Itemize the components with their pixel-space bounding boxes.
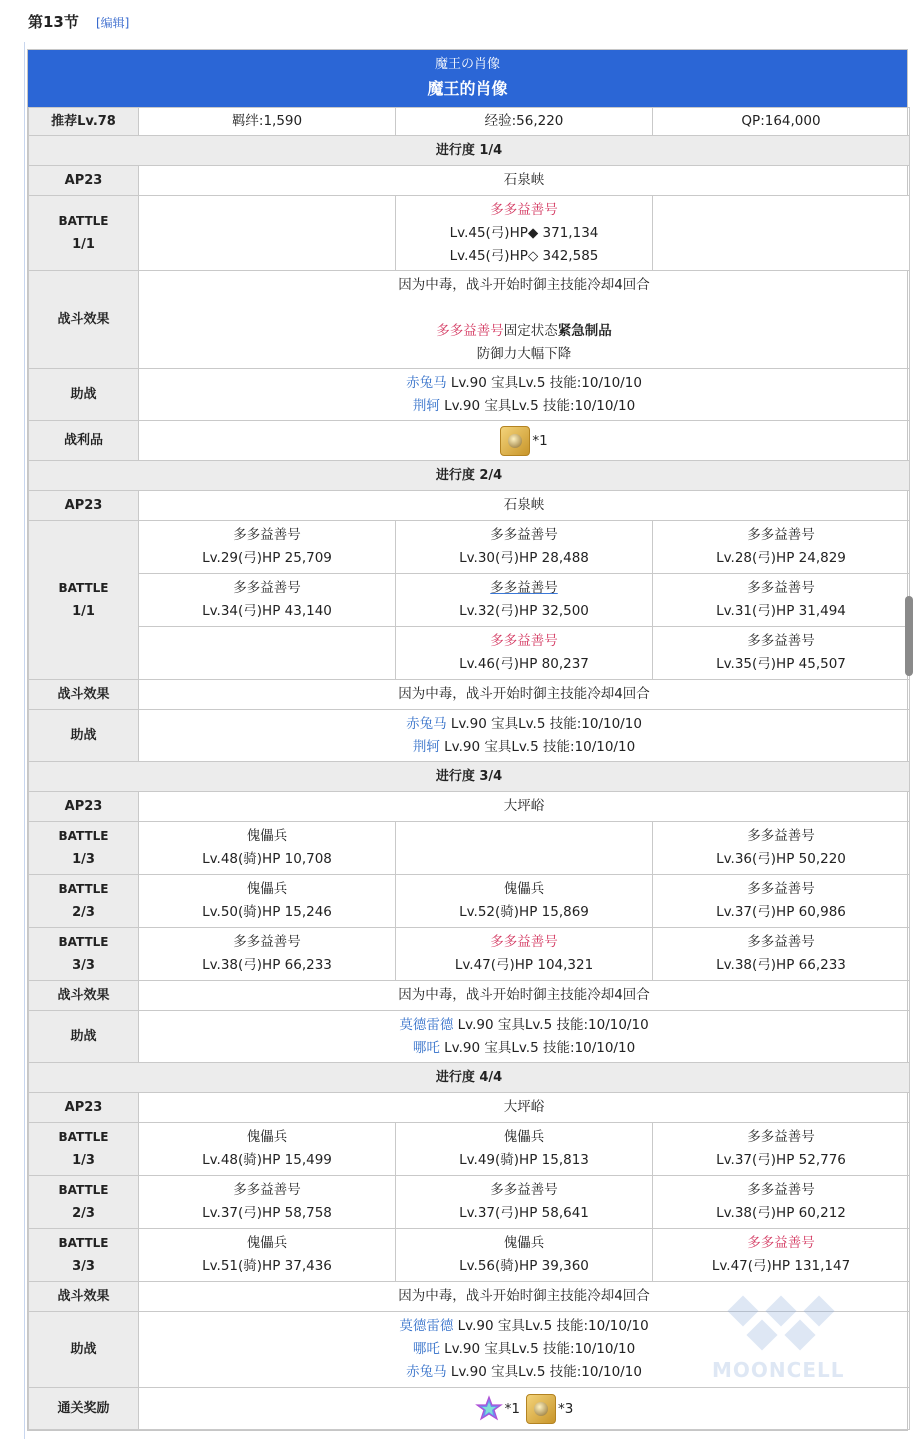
enemy-slot xyxy=(396,196,653,271)
support-servant-detail: Lv.90 宝具Lv.5 技能:10/10/10 xyxy=(446,374,642,391)
location-text: 石泉峡 xyxy=(503,172,545,188)
drop-count: *1 xyxy=(532,432,548,449)
effect-line-1: 因为中毒，战斗开始时御主技能冷却4回合 xyxy=(398,987,650,1003)
support-servant xyxy=(143,372,905,395)
battle-wave: 3/3 xyxy=(72,958,95,973)
effect-spacer xyxy=(143,297,905,320)
enemy-slot xyxy=(653,928,910,981)
enemy-name[interactable]: 多多益善号 xyxy=(747,934,815,950)
battle-wave: 2/3 xyxy=(72,1206,95,1221)
quest-header xyxy=(28,50,907,107)
enemy-stat: Lv.47(弓)HP 131,147 xyxy=(711,1258,851,1274)
support-servant-detail: Lv.90 宝具Lv.5 技能:10/10/10 xyxy=(446,1364,642,1380)
effect-bold: 紧急制品 xyxy=(557,322,612,339)
enemy-slot xyxy=(396,627,653,680)
battle-label xyxy=(29,1176,139,1229)
support-label-text: 助战 xyxy=(70,1342,97,1357)
enemy-name[interactable]: 傀儡兵 xyxy=(503,881,545,897)
battle-effect-label xyxy=(29,981,139,1011)
battle-effect-label-text: 战斗效果 xyxy=(57,1289,110,1304)
battle-effect xyxy=(139,680,910,710)
clear-reward-list xyxy=(139,1388,910,1430)
enemy-name[interactable]: 多多益善号 xyxy=(490,527,558,543)
enemy-slot xyxy=(653,521,910,574)
location xyxy=(139,1093,910,1123)
ap-cost-text: AP23 xyxy=(64,799,103,814)
enemy-name[interactable]: 傀儡兵 xyxy=(246,881,288,897)
clear-reward-label xyxy=(29,1388,139,1430)
progress-title xyxy=(29,461,910,491)
section-title: 第13节 xyxy=(28,13,79,31)
battle-effect-label xyxy=(29,680,139,710)
enemy-slot-empty xyxy=(139,627,396,680)
drops-label xyxy=(29,421,139,461)
enemy-slot xyxy=(396,521,653,574)
battle-word: BATTLE xyxy=(58,882,109,896)
enemy-slot xyxy=(139,1176,396,1229)
enemy-stat: Lv.45(弓)HP◆ 371,134 xyxy=(449,224,599,241)
enemy-name[interactable]: 多多益善号 xyxy=(747,1182,815,1198)
enemy-name[interactable]: 多多益善号 xyxy=(233,580,301,596)
location-text: 石泉峡 xyxy=(503,497,545,513)
ap-cost xyxy=(29,792,139,822)
quest-card xyxy=(27,49,908,1431)
recommend-level xyxy=(29,108,139,136)
enemy-name[interactable]: 多多益善号 xyxy=(747,527,815,543)
enemy-slot xyxy=(396,875,653,928)
quest-name-jp: 魔王の肖像 xyxy=(434,57,500,72)
battle-wave: 1/3 xyxy=(72,852,95,867)
enemy-slot xyxy=(396,928,653,981)
battle-label xyxy=(29,1123,139,1176)
enemy-stat: Lv.47(弓)HP 104,321 xyxy=(454,957,594,973)
enemy-stat: Lv.31(弓)HP 31,494 xyxy=(716,603,846,619)
support-list xyxy=(139,1011,910,1063)
progress-title-text: 进行度 4/4 xyxy=(435,1070,503,1085)
enemy-stat: Lv.38(弓)HP 66,233 xyxy=(202,957,332,973)
recommend-level-text: 推荐Lv.78 xyxy=(51,114,116,129)
enemy-slot xyxy=(653,822,910,875)
page-left-border xyxy=(24,42,25,1439)
progress-title xyxy=(29,1063,910,1093)
edit-link[interactable]: 编辑 xyxy=(100,16,125,30)
enemy-stat: Lv.37(弓)HP 58,758 xyxy=(202,1205,332,1221)
ap-cost-text: AP23 xyxy=(64,498,103,513)
battle-word: BATTLE xyxy=(58,1236,109,1250)
enemy-name[interactable]: 多多益善号 xyxy=(490,1182,558,1198)
scrollbar-thumb[interactable] xyxy=(905,596,913,676)
battle-wave: 2/3 xyxy=(72,905,95,920)
battle-word: BATTLE xyxy=(58,1183,109,1197)
battle-wave: 1/3 xyxy=(72,1153,95,1168)
support-servant-name[interactable]: 哪吒 xyxy=(412,1039,440,1056)
enemy-stat: Lv.32(弓)HP 32,500 xyxy=(459,603,589,619)
battle-label xyxy=(29,822,139,875)
enemy-stat: Lv.51(骑)HP 37,436 xyxy=(202,1258,332,1274)
ap-cost-text: AP23 xyxy=(64,1100,103,1115)
enemy-slot xyxy=(139,822,396,875)
battle-wave: 1/1 xyxy=(72,237,95,252)
support-list xyxy=(139,710,910,762)
battle-word: BATTLE xyxy=(58,1130,109,1144)
battle-effect-label xyxy=(29,271,139,369)
qp-value xyxy=(653,108,910,136)
effect-mid: 固定状态 xyxy=(503,322,558,339)
reward-count-2: *3 xyxy=(558,1400,574,1417)
battle-label xyxy=(29,928,139,981)
enemy-name[interactable]: 多多益善号 xyxy=(747,580,815,596)
enemy-name[interactable]: 傀儡兵 xyxy=(503,1129,545,1145)
support-servant-name[interactable]: 莫德雷德 xyxy=(399,1016,454,1033)
progress-title-text: 进行度 2/4 xyxy=(435,468,503,483)
enemy-stat: Lv.46(弓)HP 80,237 xyxy=(459,656,589,672)
enemy-name[interactable]: 多多益善号 xyxy=(747,1129,815,1145)
battle-label xyxy=(29,1229,139,1282)
battle-effect xyxy=(139,1282,910,1312)
support-list xyxy=(139,369,910,421)
battle-word: BATTLE xyxy=(58,935,109,949)
enemy-name[interactable]: 傀儡兵 xyxy=(246,1235,288,1251)
enemy-stat: Lv.48(骑)HP 10,708 xyxy=(202,851,332,867)
enemy-name[interactable]: 傀儡兵 xyxy=(246,1129,288,1145)
enemy-stat: Lv.38(弓)HP 60,212 xyxy=(716,1205,846,1221)
battle-label xyxy=(29,196,139,271)
battle-effect-label-text: 战斗效果 xyxy=(57,312,110,327)
enemy-name[interactable]: 傀儡兵 xyxy=(246,828,288,844)
battle-word: BATTLE xyxy=(58,214,109,228)
enemy-slot xyxy=(396,574,653,627)
enemy-stat-alt: Lv.45(弓)HP◇ 342,585 xyxy=(449,247,599,264)
exp-value xyxy=(396,108,653,136)
enemy-name[interactable]: 多多益善号 xyxy=(490,580,558,596)
enemy-stat: Lv.34(弓)HP 43,140 xyxy=(202,603,332,619)
enemy-stat: Lv.56(骑)HP 39,360 xyxy=(459,1258,589,1274)
battle-effect-label xyxy=(29,1282,139,1312)
enemy-stat: Lv.38(弓)HP 66,233 xyxy=(716,957,846,973)
enemy-slot xyxy=(139,1123,396,1176)
support-servant-detail: Lv.90 宝具Lv.5 技能:10/10/10 xyxy=(453,1016,649,1033)
ap-cost xyxy=(29,491,139,521)
enemy-stat: Lv.30(弓)HP 28,488 xyxy=(459,550,589,566)
support-servant-detail: Lv.90 宝具Lv.5 技能:10/10/10 xyxy=(439,738,636,755)
gold-orb-icon[interactable] xyxy=(526,1394,556,1424)
enemy-slot xyxy=(396,1176,653,1229)
effect-line-1: 因为中毒，战斗开始时御主技能冷却4回合 xyxy=(398,1288,650,1304)
enemy-stat: Lv.29(弓)HP 25,709 xyxy=(202,550,332,566)
progress-title-text: 进行度 1/4 xyxy=(435,143,503,158)
support-servant xyxy=(143,736,905,759)
location xyxy=(139,491,910,521)
enemy-stat: Lv.28(弓)HP 24,829 xyxy=(716,550,846,566)
enemy-stat: Lv.36(弓)HP 50,220 xyxy=(716,851,846,867)
support-servant xyxy=(143,1315,905,1338)
reward-count-1: *1 xyxy=(504,1400,520,1417)
support-label-text: 助战 xyxy=(70,728,97,743)
enemy-name[interactable]: 多多益善号 xyxy=(747,1235,815,1251)
ap-cost-text: AP23 xyxy=(64,173,103,188)
enemy-name[interactable]: 多多益善号 xyxy=(490,633,558,649)
battle-label xyxy=(29,521,139,680)
battle-wave: 1/1 xyxy=(72,604,95,619)
enemy-slot xyxy=(139,574,396,627)
bond-value xyxy=(139,108,396,136)
enemy-name[interactable]: 多多益善号 xyxy=(233,1182,301,1198)
battle-word: BATTLE xyxy=(58,581,109,595)
support-label-text: 助战 xyxy=(70,1029,97,1044)
gold-orb-icon[interactable] xyxy=(500,426,530,456)
battle-effect-label-text: 战斗效果 xyxy=(57,687,110,702)
support-servant xyxy=(143,1361,905,1384)
enemy-slot xyxy=(653,627,910,680)
support-servant xyxy=(143,1037,905,1060)
support-servant-detail: Lv.90 宝具Lv.5 技能:10/10/10 xyxy=(439,1039,636,1056)
support-servant xyxy=(143,1338,905,1361)
enemy-name[interactable]: 多多益善号 xyxy=(490,934,558,950)
enemy-name[interactable]: 多多益善号 xyxy=(747,633,815,649)
enemy-slot xyxy=(396,1123,653,1176)
support-servant xyxy=(143,1014,905,1037)
enemy-slot xyxy=(653,1123,910,1176)
battle-effect xyxy=(139,271,910,369)
enemy-slot xyxy=(653,1176,910,1229)
location-text: 大坪峪 xyxy=(503,798,545,814)
support-servant-detail: Lv.90 宝具Lv.5 技能:10/10/10 xyxy=(439,397,636,414)
support-servant xyxy=(143,713,905,736)
enemy-stat: Lv.50(骑)HP 15,246 xyxy=(202,904,332,920)
effect-line-1: 因为中毒，战斗开始时御主技能冷却4回合 xyxy=(398,276,650,293)
drops-list xyxy=(139,421,910,461)
support-servant-name[interactable]: 赤兔马 xyxy=(406,374,447,391)
enemy-name[interactable]: 多多益善号 xyxy=(233,527,301,543)
enemy-stat: Lv.37(弓)HP 58,641 xyxy=(459,1205,589,1221)
quest-name-cn: 魔王的肖像 xyxy=(427,79,508,98)
support-servant-name[interactable]: 荆轲 xyxy=(412,397,440,414)
effect-enemy-name[interactable]: 多多益善号 xyxy=(436,322,504,339)
enemy-stat: Lv.37(弓)HP 60,986 xyxy=(716,904,846,920)
support-servant-detail: Lv.90 宝具Lv.5 技能:10/10/10 xyxy=(439,1341,636,1357)
quest-table xyxy=(28,107,910,1430)
ap-cost xyxy=(29,166,139,196)
enemy-stat: Lv.49(骑)HP 15,813 xyxy=(459,1152,589,1168)
watermark-text: MOONCELL xyxy=(712,1358,845,1382)
support-servant-name[interactable]: 莫德雷德 xyxy=(399,1318,454,1334)
battle-effect xyxy=(139,981,910,1011)
enemy-slot xyxy=(139,875,396,928)
enemy-name[interactable]: 多多益善号 xyxy=(747,828,815,844)
support-label xyxy=(29,710,139,762)
enemy-stat: Lv.37(弓)HP 52,776 xyxy=(716,1152,846,1168)
support-servant-detail: Lv.90 宝具Lv.5 技能:10/10/10 xyxy=(446,715,642,732)
location xyxy=(139,166,910,196)
bond-text: 羁绊:1,590 xyxy=(231,113,303,129)
location-text: 大坪峪 xyxy=(503,1099,545,1115)
enemy-name[interactable]: 傀儡兵 xyxy=(503,1235,545,1251)
exp-text: 经验:56,220 xyxy=(484,113,564,129)
location xyxy=(139,792,910,822)
enemy-slot xyxy=(139,521,396,574)
enemy-slot-empty xyxy=(653,196,910,271)
enemy-stat: Lv.48(骑)HP 15,499 xyxy=(202,1152,332,1168)
enemy-slot xyxy=(139,1229,396,1282)
enemy-slot xyxy=(653,1229,910,1282)
ap-cost xyxy=(29,1093,139,1123)
enemy-slot xyxy=(653,574,910,627)
enemy-slot-empty xyxy=(139,196,396,271)
enemy-name[interactable]: 多多益善号 xyxy=(233,934,301,950)
progress-title-text: 进行度 3/4 xyxy=(435,769,503,784)
support-servant-name[interactable]: 赤兔马 xyxy=(406,1364,447,1380)
enemy-slot xyxy=(396,1229,653,1282)
saint-quartz-icon[interactable] xyxy=(475,1395,503,1423)
effect-line-3: 防御力大幅下降 xyxy=(476,345,572,362)
battle-word: BATTLE xyxy=(58,829,109,843)
support-label xyxy=(29,1011,139,1063)
support-servant-name[interactable]: 赤兔马 xyxy=(406,715,447,732)
enemy-stat: Lv.52(骑)HP 15,869 xyxy=(459,904,589,920)
effect-line-1: 因为中毒，战斗开始时御主技能冷却4回合 xyxy=(398,686,650,702)
enemy-slot xyxy=(653,875,910,928)
edit-link-wrapper: [编辑] xyxy=(95,16,130,30)
clear-reward-label-text: 通关奖励 xyxy=(57,1401,110,1416)
support-servant xyxy=(143,395,905,418)
support-servant-name[interactable]: 哪吒 xyxy=(412,1341,440,1357)
progress-title xyxy=(29,762,910,792)
battle-effect-label-text: 战斗效果 xyxy=(57,988,110,1003)
enemy-name[interactable]: 多多益善号 xyxy=(490,201,558,218)
support-label xyxy=(29,369,139,421)
progress-title xyxy=(29,136,910,166)
support-servant-name[interactable]: 荆轲 xyxy=(412,738,440,755)
support-label xyxy=(29,1312,139,1388)
enemy-slot xyxy=(139,928,396,981)
support-label-text: 助战 xyxy=(70,387,97,402)
enemy-slot-empty xyxy=(396,822,653,875)
enemy-name[interactable]: 多多益善号 xyxy=(747,881,815,897)
enemy-stat: Lv.35(弓)HP 45,507 xyxy=(716,656,846,672)
drops-label-text: 战利品 xyxy=(63,433,103,448)
battle-wave: 3/3 xyxy=(72,1259,95,1274)
effect-line-2 xyxy=(143,320,905,343)
support-servant-detail: Lv.90 宝具Lv.5 技能:10/10/10 xyxy=(453,1318,649,1334)
support-list xyxy=(139,1312,910,1388)
section-heading xyxy=(28,10,129,34)
battle-label xyxy=(29,875,139,928)
qp-text: QP:164,000 xyxy=(741,113,821,129)
